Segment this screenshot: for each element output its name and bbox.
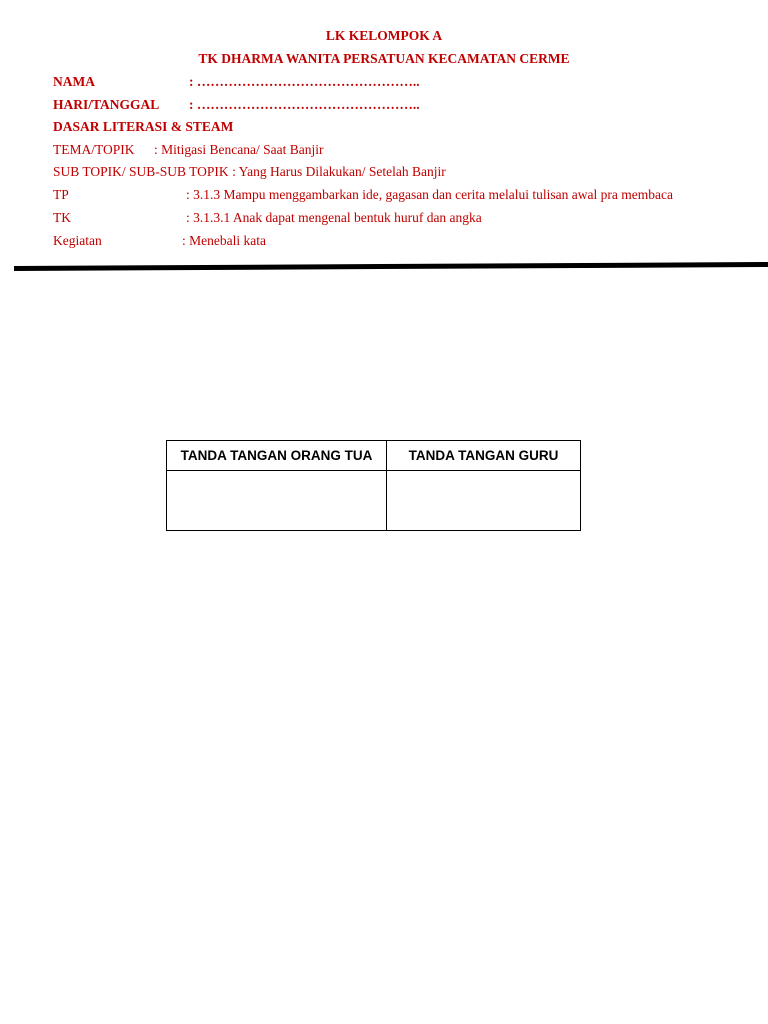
tp-value: : 3.1.3 Mampu menggambarkan ide, gagasan dan cerita melalui tulisan awal pra membaca	[186, 187, 673, 202]
hari-tanggal-value: : …………………………………………..	[189, 97, 420, 112]
tk-label: TK	[53, 210, 71, 225]
tema-label: TEMA/TOPIK	[53, 142, 135, 157]
tp-label: TP	[53, 187, 69, 202]
sub-topik-value: : Yang Harus Dilakukan/ Setelah Banjir	[232, 164, 446, 179]
horizontal-rule	[14, 262, 768, 272]
parent-signature-header: TANDA TANGAN ORANG TUA	[167, 441, 387, 471]
nama-label: NAMA	[53, 74, 95, 89]
sub-topik-label: SUB TOPIK/ SUB-SUB TOPIK	[53, 164, 229, 179]
kegiatan-value: : Menebali kata	[182, 233, 266, 248]
document-title: LK KELOMPOK A	[325, 28, 443, 43]
teacher-signature-box[interactable]	[387, 471, 581, 531]
parent-signature-box[interactable]	[167, 471, 387, 531]
dasar-label: DASAR LITERASI & STEAM	[53, 119, 234, 134]
tk-value: : 3.1.3.1 Anak dapat mengenal bentuk huruf dan angka	[186, 210, 482, 225]
school-name: TK DHARMA WANITA PERSATUAN KECAMATAN CERME	[198, 51, 570, 66]
sub-topik-row	[53, 164, 446, 180]
kegiatan-label: Kegiatan	[53, 233, 102, 248]
tema-value: : Mitigasi Bencana/ Saat Banjir	[154, 142, 324, 157]
nama-value: : …………………………………………..	[189, 74, 420, 89]
teacher-signature-header: TANDA TANGAN GURU	[387, 441, 581, 471]
hari-tanggal-label: HARI/TANGGAL	[53, 97, 160, 112]
signature-table	[166, 440, 581, 531]
